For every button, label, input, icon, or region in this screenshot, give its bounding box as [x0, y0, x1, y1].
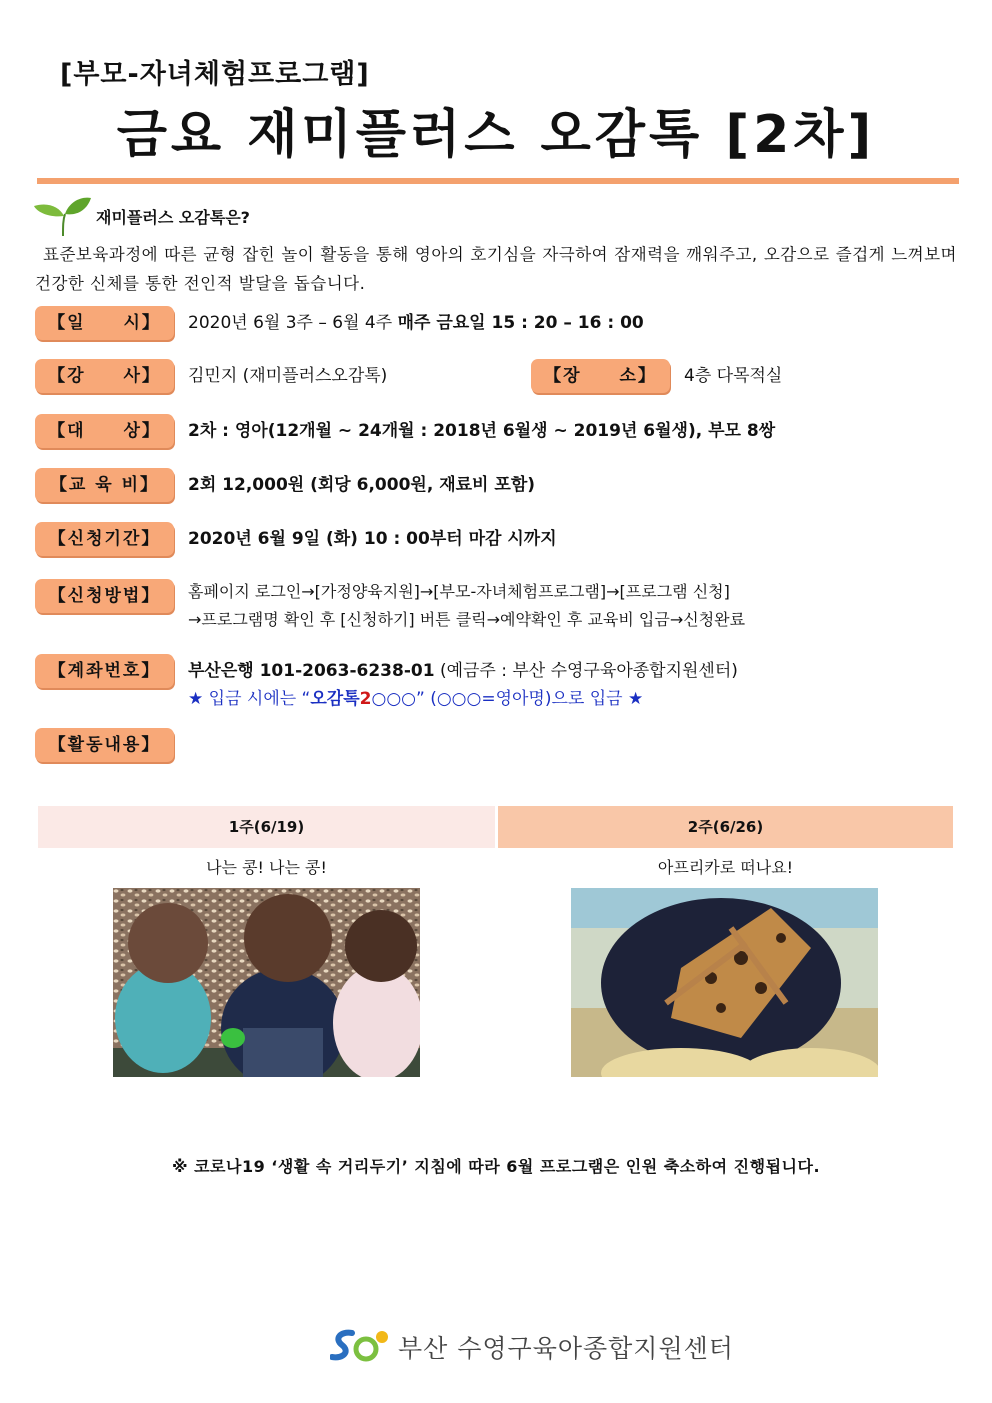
- account-holder: (예금주 : 부산 수영구육아종합지원센터): [434, 661, 738, 681]
- footer: [330, 1326, 734, 1368]
- week-2-header: 2주(6/26): [498, 806, 953, 848]
- covid-notice: ※ 코로나19 ‘생활 속 거리두기’ 지침에 따라 6월 프로그램은 인원 축소하여 진행됩니다.: [171, 1157, 821, 1176]
- fee-label: 【교 육 비】: [35, 468, 174, 502]
- target-label: 【대 상】: [35, 414, 174, 448]
- account-label: 【계좌번호】: [35, 654, 174, 688]
- place-label: 【장 소】: [531, 359, 670, 393]
- week-1-caption: 나는 콩! 나는 콩!: [206, 858, 327, 877]
- method-line-2: →프로그램명 확인 후 [신청하기] 버튼 클릭→예약확인 후 교육비 입금→신청완료: [188, 610, 746, 629]
- page-title: 금요 재미플러스 오감톡 [2차]: [116, 105, 876, 165]
- week-1-header: 1주(6/19): [38, 806, 495, 848]
- deposit-note-program: 오감톡: [310, 689, 360, 709]
- deposit-note-suffix: ○○○” (○○○=영아명)으로 입금 ★: [371, 689, 644, 709]
- deposit-note: [188, 685, 738, 713]
- program-category: [부모-자녀체험프로그램]: [60, 59, 370, 90]
- babies-playing-with-beans-photo: [113, 888, 420, 1077]
- date-schedule: 매주 금요일 15 : 20 – 16 : 00: [397, 313, 644, 333]
- title-divider: [37, 178, 959, 184]
- account-number: 부산은행 101-2063-6238-01: [188, 661, 435, 681]
- instructor-value: 김민지 (재미플러스오감톡): [188, 366, 388, 386]
- target-value: 2차 : 영아(12개월 ~ 24개월 : 2018년 6월생 ~ 2019년 6월생), 부모 8쌍: [188, 421, 776, 441]
- intro-heading: 재미플러스 오감톡은?: [96, 208, 250, 227]
- method-line-1: 홈페이지 로그인→[가정양육지원]→[부모-자녀체험프로그램]→[프로그램 신청]: [188, 582, 730, 601]
- sprout-icon: [33, 196, 93, 242]
- date-label: 【일 시】: [35, 306, 174, 340]
- deposit-note-prefix: ★ 입금 시에는 “: [188, 689, 311, 709]
- date-value: [188, 309, 644, 337]
- fee-value: 2회 12,000원 (회당 6,000원, 재료비 포함): [188, 475, 536, 495]
- period-label: 【신청기간】: [35, 522, 174, 556]
- period-value: 2020년 6월 9일 (화) 10 : 00부터 마감 시까지: [188, 529, 557, 549]
- week-2-caption: 아프리카로 떠나요!: [657, 858, 794, 877]
- footer-org-name: 부산 수영구육아종합지원센터: [398, 1334, 734, 1363]
- account-line: [188, 657, 738, 685]
- place-value: 4층 다목적실: [684, 366, 783, 386]
- activity-label: 【활동내용】: [35, 728, 174, 762]
- method-label: 【신청방법】: [35, 579, 174, 613]
- method-value: [188, 578, 745, 634]
- child-with-drumsticks-photo: [571, 888, 878, 1077]
- date-range: 2020년 6월 3주 – 6월 4주: [188, 313, 398, 333]
- deposit-note-number: 2: [359, 689, 372, 709]
- instructor-label: 【강 사】: [35, 359, 174, 393]
- account-value: [188, 657, 738, 713]
- intro-description: 표준보육과정에 따른 균형 잡힌 놀이 활동을 통해 영아의 호기심을 자극하여 잠재력을 깨워주고, 오감으로 즐겁게 느껴보며 건강한 신체를 통한 전인적 발달을 돕습니다.: [35, 245, 957, 293]
- center-logo-icon: [330, 1325, 392, 1369]
